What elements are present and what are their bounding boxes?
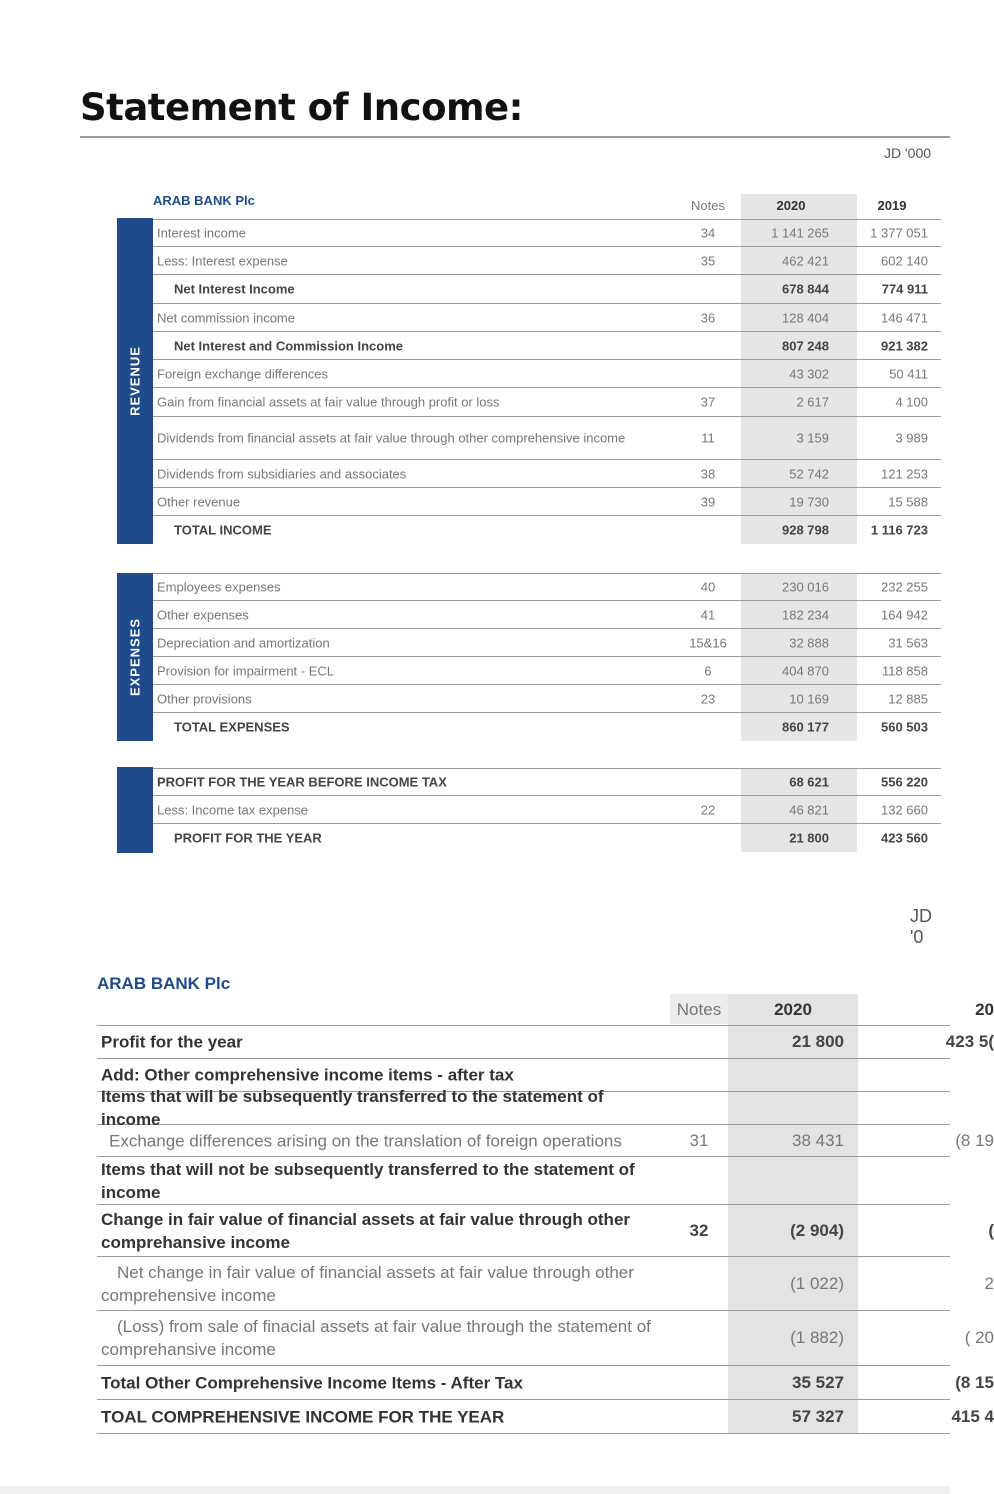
row-note: 31 <box>689 1130 709 1150</box>
row-note: 6 <box>704 663 712 678</box>
row-value-2019: 12 885 <box>888 691 928 706</box>
expenses-row <box>153 713 941 741</box>
row-value-2020: 32 888 <box>789 635 829 650</box>
comprehensive-row <box>97 1026 994 1059</box>
expenses-row <box>153 601 941 629</box>
row-value-2019: 1 116 723 <box>870 522 928 538</box>
revenue-row <box>153 388 941 417</box>
row-label: PROFIT FOR THE YEAR BEFORE INCOME TAX <box>157 774 447 790</box>
year-2020-header: 2020 <box>776 198 806 213</box>
row-label: Net commission income <box>157 310 295 325</box>
row-value-2019: 2 <box>984 1273 994 1293</box>
profit-row <box>153 824 941 852</box>
row-value-2019: (8 15 <box>955 1372 994 1392</box>
row-note: 15&16 <box>689 635 727 650</box>
row-value-2019: 560 503 <box>881 719 928 735</box>
row-value-2020: 678 844 <box>782 281 829 297</box>
row-value-2020: 928 798 <box>782 522 829 538</box>
row-value-2020: (1 882) <box>790 1328 844 1347</box>
expenses-row <box>153 657 941 685</box>
row-label: Foreign exchange differences <box>157 366 329 381</box>
profit-row <box>153 768 941 796</box>
row-label: TOTAL INCOME <box>174 522 272 538</box>
row-label: Gain from financial assets at fair value through profit or loss <box>157 394 500 410</box>
row-value-2020: 462 421 <box>782 253 829 268</box>
row-value-2020: 68 621 <box>789 774 829 790</box>
row-value-2020: 52 742 <box>789 466 829 481</box>
row-label: Items that will not be subsequently transferred to the statement of income <box>101 1159 635 1202</box>
expenses-section-bar <box>117 573 153 741</box>
notes-header: Notes <box>691 198 725 213</box>
row-value-2019: 602 140 <box>881 253 928 268</box>
comprehensive-row <box>97 1311 994 1366</box>
comprehensive-row <box>97 1087 950 1129</box>
row-value-2019: 15 588 <box>888 494 928 509</box>
comprehensive-row <box>97 1257 994 1311</box>
row-note: 11 <box>701 430 715 446</box>
expenses-row <box>153 685 941 713</box>
revenue-row <box>153 417 941 460</box>
comprehensive-row <box>97 1366 994 1400</box>
row-note: 40 <box>700 579 716 595</box>
row-value-2020: (1 022) <box>790 1273 844 1293</box>
row-label: Dividends from subsidiaries and associates <box>157 466 407 481</box>
expenses-label: EXPENSES <box>127 617 143 697</box>
row-value-2019: 118 858 <box>881 663 928 678</box>
row-label: Profit for the year <box>101 1032 243 1052</box>
row-value-2020: 21 800 <box>789 830 829 846</box>
row-value-2019: 556 220 <box>881 774 928 790</box>
currency-unit-top: JD '000 <box>884 145 932 161</box>
year-2020-header-2: 2020 <box>774 1000 812 1019</box>
row-value-2019: 50 411 <box>889 366 928 381</box>
row-note: 37 <box>700 394 716 410</box>
currency-unit-bottom: JD '0 <box>910 906 932 947</box>
row-label: Less: Interest expense <box>157 253 288 268</box>
row-note: 41 <box>700 607 716 622</box>
revenue-row <box>153 332 941 360</box>
row-note: 39 <box>700 494 716 509</box>
row-value-2019: (8 19 <box>955 1130 994 1150</box>
row-label: Change in fair value of financial assets at fair value through other comprehansive income <box>101 1209 631 1252</box>
row-note: 38 <box>700 466 716 481</box>
expenses-row <box>153 629 941 657</box>
revenue-section-bar <box>117 218 153 544</box>
row-label: Other provisions <box>157 691 252 706</box>
comprehensive-row <box>97 1157 950 1205</box>
revenue-row <box>153 360 941 388</box>
bank-name-statement2: ARAB BANK Plc <box>97 974 231 993</box>
revenue-row <box>153 460 941 488</box>
bottom-band <box>0 1486 950 1494</box>
revenue-row <box>153 304 941 332</box>
row-value-2020: 38 431 <box>792 1130 844 1150</box>
row-label: TOAL COMPREHENSIVE INCOME FOR THE YEAR <box>101 1407 505 1426</box>
row-note: 36 <box>700 310 716 325</box>
row-value-2020: (2 904) <box>790 1220 844 1240</box>
row-value-2020: 46 821 <box>789 802 829 817</box>
row-label: Other expenses <box>157 607 249 622</box>
row-label: Net change in fair value of financial assets at fair value through other comprehensive income <box>101 1262 634 1305</box>
row-value-2020: 807 248 <box>782 338 829 353</box>
row-label: Depreciation and amortization <box>157 635 330 650</box>
row-label: Exchange differences arising on the translation of foreign operations <box>109 1131 622 1150</box>
row-value-2019: 1 377 051 <box>870 225 928 241</box>
row-value-2019: 132 660 <box>881 802 928 817</box>
row-value-2019: 31 563 <box>888 635 928 650</box>
row-label: Interest income <box>157 225 246 241</box>
row-label: Less: Income tax expense <box>157 802 309 817</box>
row-value-2020: 57 327 <box>792 1406 844 1426</box>
page-title: Statement of Income: <box>80 86 523 129</box>
expenses-row <box>153 573 941 601</box>
revenue-row <box>153 516 941 544</box>
notes-header-2: Notes <box>676 1000 722 1019</box>
profit-section-bar <box>117 767 153 853</box>
row-value-2019: ( <box>988 1220 994 1240</box>
row-value-2020: 230 016 <box>782 579 829 595</box>
profit-row <box>153 796 941 824</box>
row-value-2019: 121 253 <box>881 466 928 481</box>
row-label: Items that will be subsequently transferred to the statement of income <box>101 1087 604 1129</box>
row-value-2020: 182 234 <box>782 607 829 622</box>
year-2019-header-2: 20 <box>975 1000 994 1019</box>
row-value-2019: 3 989 <box>895 430 928 446</box>
row-value-2019: ( 20 <box>964 1328 994 1347</box>
title-divider <box>80 136 950 138</box>
row-label: (Loss) from sale of finacial assets at fair value through the statement of comprehansive income <box>101 1317 651 1359</box>
row-value-2020: 128 404 <box>782 310 829 325</box>
row-note: 32 <box>689 1220 709 1240</box>
row-value-2020: 35 527 <box>792 1372 844 1392</box>
row-note: 34 <box>700 225 716 241</box>
comprehensive-row <box>97 1400 994 1434</box>
row-value-2020: 860 177 <box>782 719 829 735</box>
year-2019-header: 2019 <box>877 198 907 213</box>
row-note: 23 <box>700 691 716 706</box>
row-value-2019: 4 100 <box>895 394 928 410</box>
row-value-2020: 21 800 <box>792 1032 844 1051</box>
row-value-2019: 921 382 <box>881 338 928 353</box>
row-value-2020: 43 302 <box>789 366 829 381</box>
row-value-2020: 1 141 265 <box>771 225 829 241</box>
row-label: Total Other Comprehensive Income Items - After Tax <box>101 1373 523 1392</box>
row-value-2020: 10 169 <box>789 691 829 706</box>
row-value-2020: 3 159 <box>796 430 829 446</box>
row-label: Dividends from financial assets at fair value through other comprehensive income <box>157 430 626 446</box>
row-value-2019: 232 255 <box>881 579 928 595</box>
row-value-2019: 423 560 <box>881 830 928 846</box>
revenue-row <box>153 275 941 304</box>
row-value-2019: 423 5( <box>945 1032 994 1051</box>
row-value-2019: 146 471 <box>881 310 928 325</box>
comprehensive-row <box>97 1205 994 1257</box>
row-value-2019: 774 911 <box>881 281 928 297</box>
revenue-row <box>153 219 941 247</box>
row-value-2019: 164 942 <box>881 607 928 622</box>
row-label: Employees expenses <box>157 579 281 595</box>
row-note: 22 <box>700 802 716 817</box>
bank-name-statement1: ARAB BANK Plc <box>153 193 255 208</box>
revenue-row <box>153 247 941 275</box>
row-value-2019: 415 4 <box>951 1406 994 1426</box>
row-value-2020: 404 870 <box>782 663 829 678</box>
row-label: Add: Other comprehensive income items - after tax <box>101 1065 514 1085</box>
row-note: 35 <box>700 253 716 268</box>
row-label: Provision for impairment - ECL <box>157 663 334 678</box>
row-label: Net Interest and Commission Income <box>174 338 403 353</box>
row-value-2020: 2 617 <box>796 394 829 410</box>
row-value-2020: 19 730 <box>789 494 829 509</box>
revenue-row <box>153 488 941 516</box>
comprehensive-row <box>97 1125 994 1157</box>
row-label: Net Interest Income <box>174 281 295 297</box>
row-label: TOTAL EXPENSES <box>174 719 290 735</box>
row-label: Other revenue <box>157 494 241 509</box>
revenue-label: REVENUE <box>127 346 143 416</box>
row-label: PROFIT FOR THE YEAR <box>174 830 322 846</box>
